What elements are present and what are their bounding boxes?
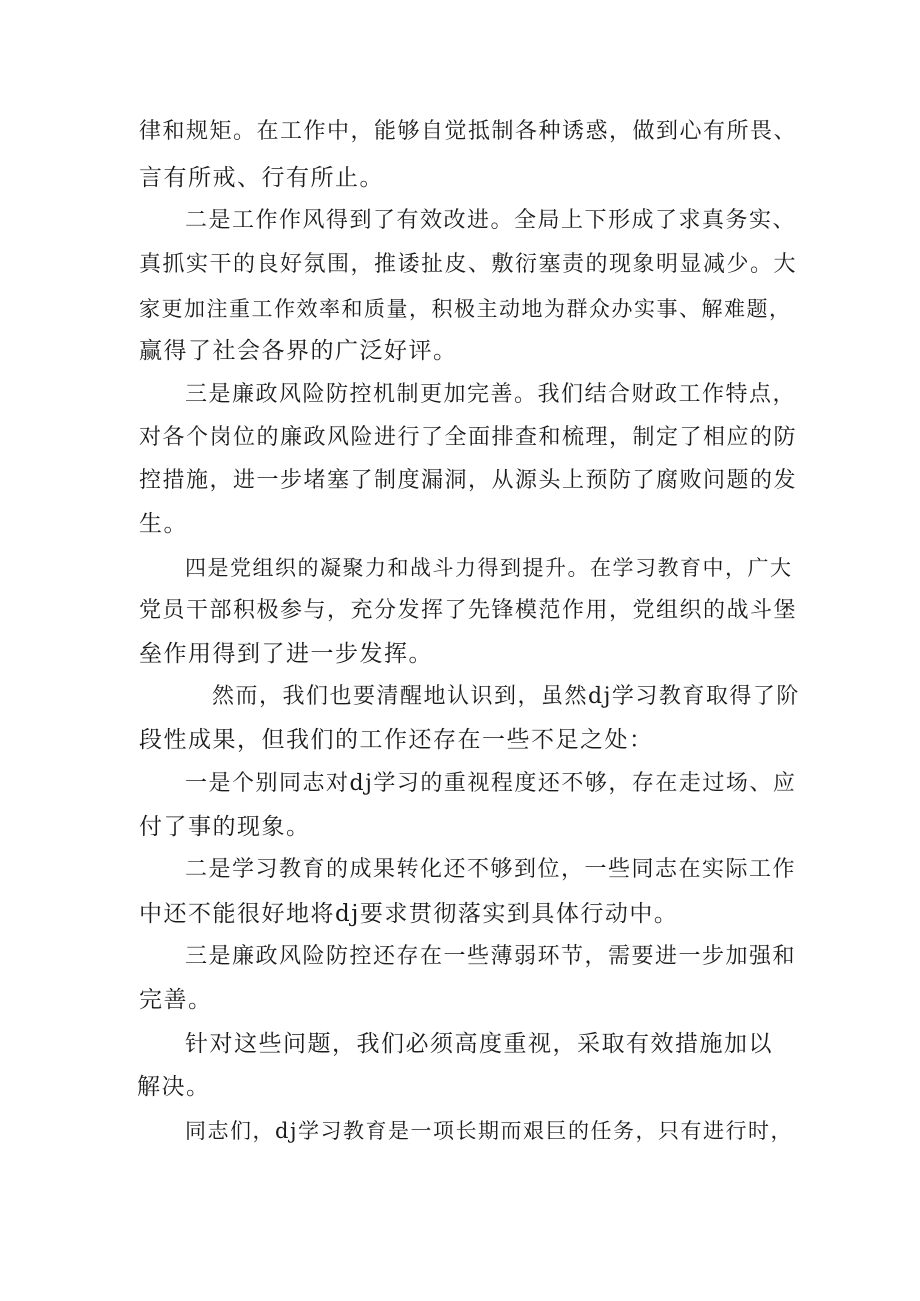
text-line: 律和规矩。在工作中，能够自觉抵制各种诱惑，做到心有所畏、	[139, 119, 798, 144]
text-line: 解决。	[137, 1074, 211, 1100]
text-line: 三是廉政风险防控机制更加完善。我们结合财政工作特点，	[185, 382, 797, 407]
text-line: 二是工作作风得到了有效改进。全局上下形成了求真务实、	[185, 208, 797, 233]
text-line: 控措施，进一步堵塞了制度漏洞，从源头上预防了腐败问题的发	[139, 468, 798, 493]
text-line: 付了事的现象。	[139, 814, 311, 840]
text-line: 言有所戒、行有所止。	[139, 165, 384, 191]
text-line: 同志们，dj学习教育是一项长期而艰巨的任务，只有进行时，	[185, 1119, 793, 1143]
text-line: 一是个别同志对dj学习的重视程度还不够，存在走过场、应	[185, 771, 797, 796]
text-line: 家更加注重工作效率和质量，积极主动地为群众办实事、解难题，	[139, 297, 792, 321]
text-line: 中还不能很好地将dj要求贯彻落实到具体行动中。	[139, 901, 679, 927]
text-line: 赢得了社会各界的广泛好评。	[139, 338, 458, 364]
text-line: 二是学习教育的成果转化还不够到位，一些同志在实际工作	[185, 857, 797, 882]
text-line: 段性成果，但我们的工作还存在一些不足之处：	[139, 727, 654, 753]
text-line: 然而，我们也要清醒地认识到，虽然dj学习教育取得了阶	[212, 684, 800, 709]
text-line: 对各个岗位的廉政风险进行了全面排查和梳理，制定了相应的防	[139, 425, 798, 450]
text-line: 真抓实干的良好氛围，推诿扯皮、敷衍塞责的现象明显减少。大	[139, 252, 798, 277]
text-line: 三是廉政风险防控还存在一些薄弱环节，需要进一步加强和	[185, 944, 797, 969]
text-line: 党员干部积极参与，充分发挥了先锋模范作用，党组织的战斗堡	[139, 598, 798, 623]
text-line: 完善。	[139, 987, 213, 1013]
text-line: 生。	[139, 511, 188, 537]
text-line: 垒作用得到了进一步发挥。	[139, 641, 433, 667]
text-line: 针对这些问题，我们必须高度重视，采取有效措施加以	[185, 1031, 773, 1057]
text-line: 四是党组织的凝聚力和战斗力得到提升。在学习教育中，广大	[185, 556, 793, 580]
